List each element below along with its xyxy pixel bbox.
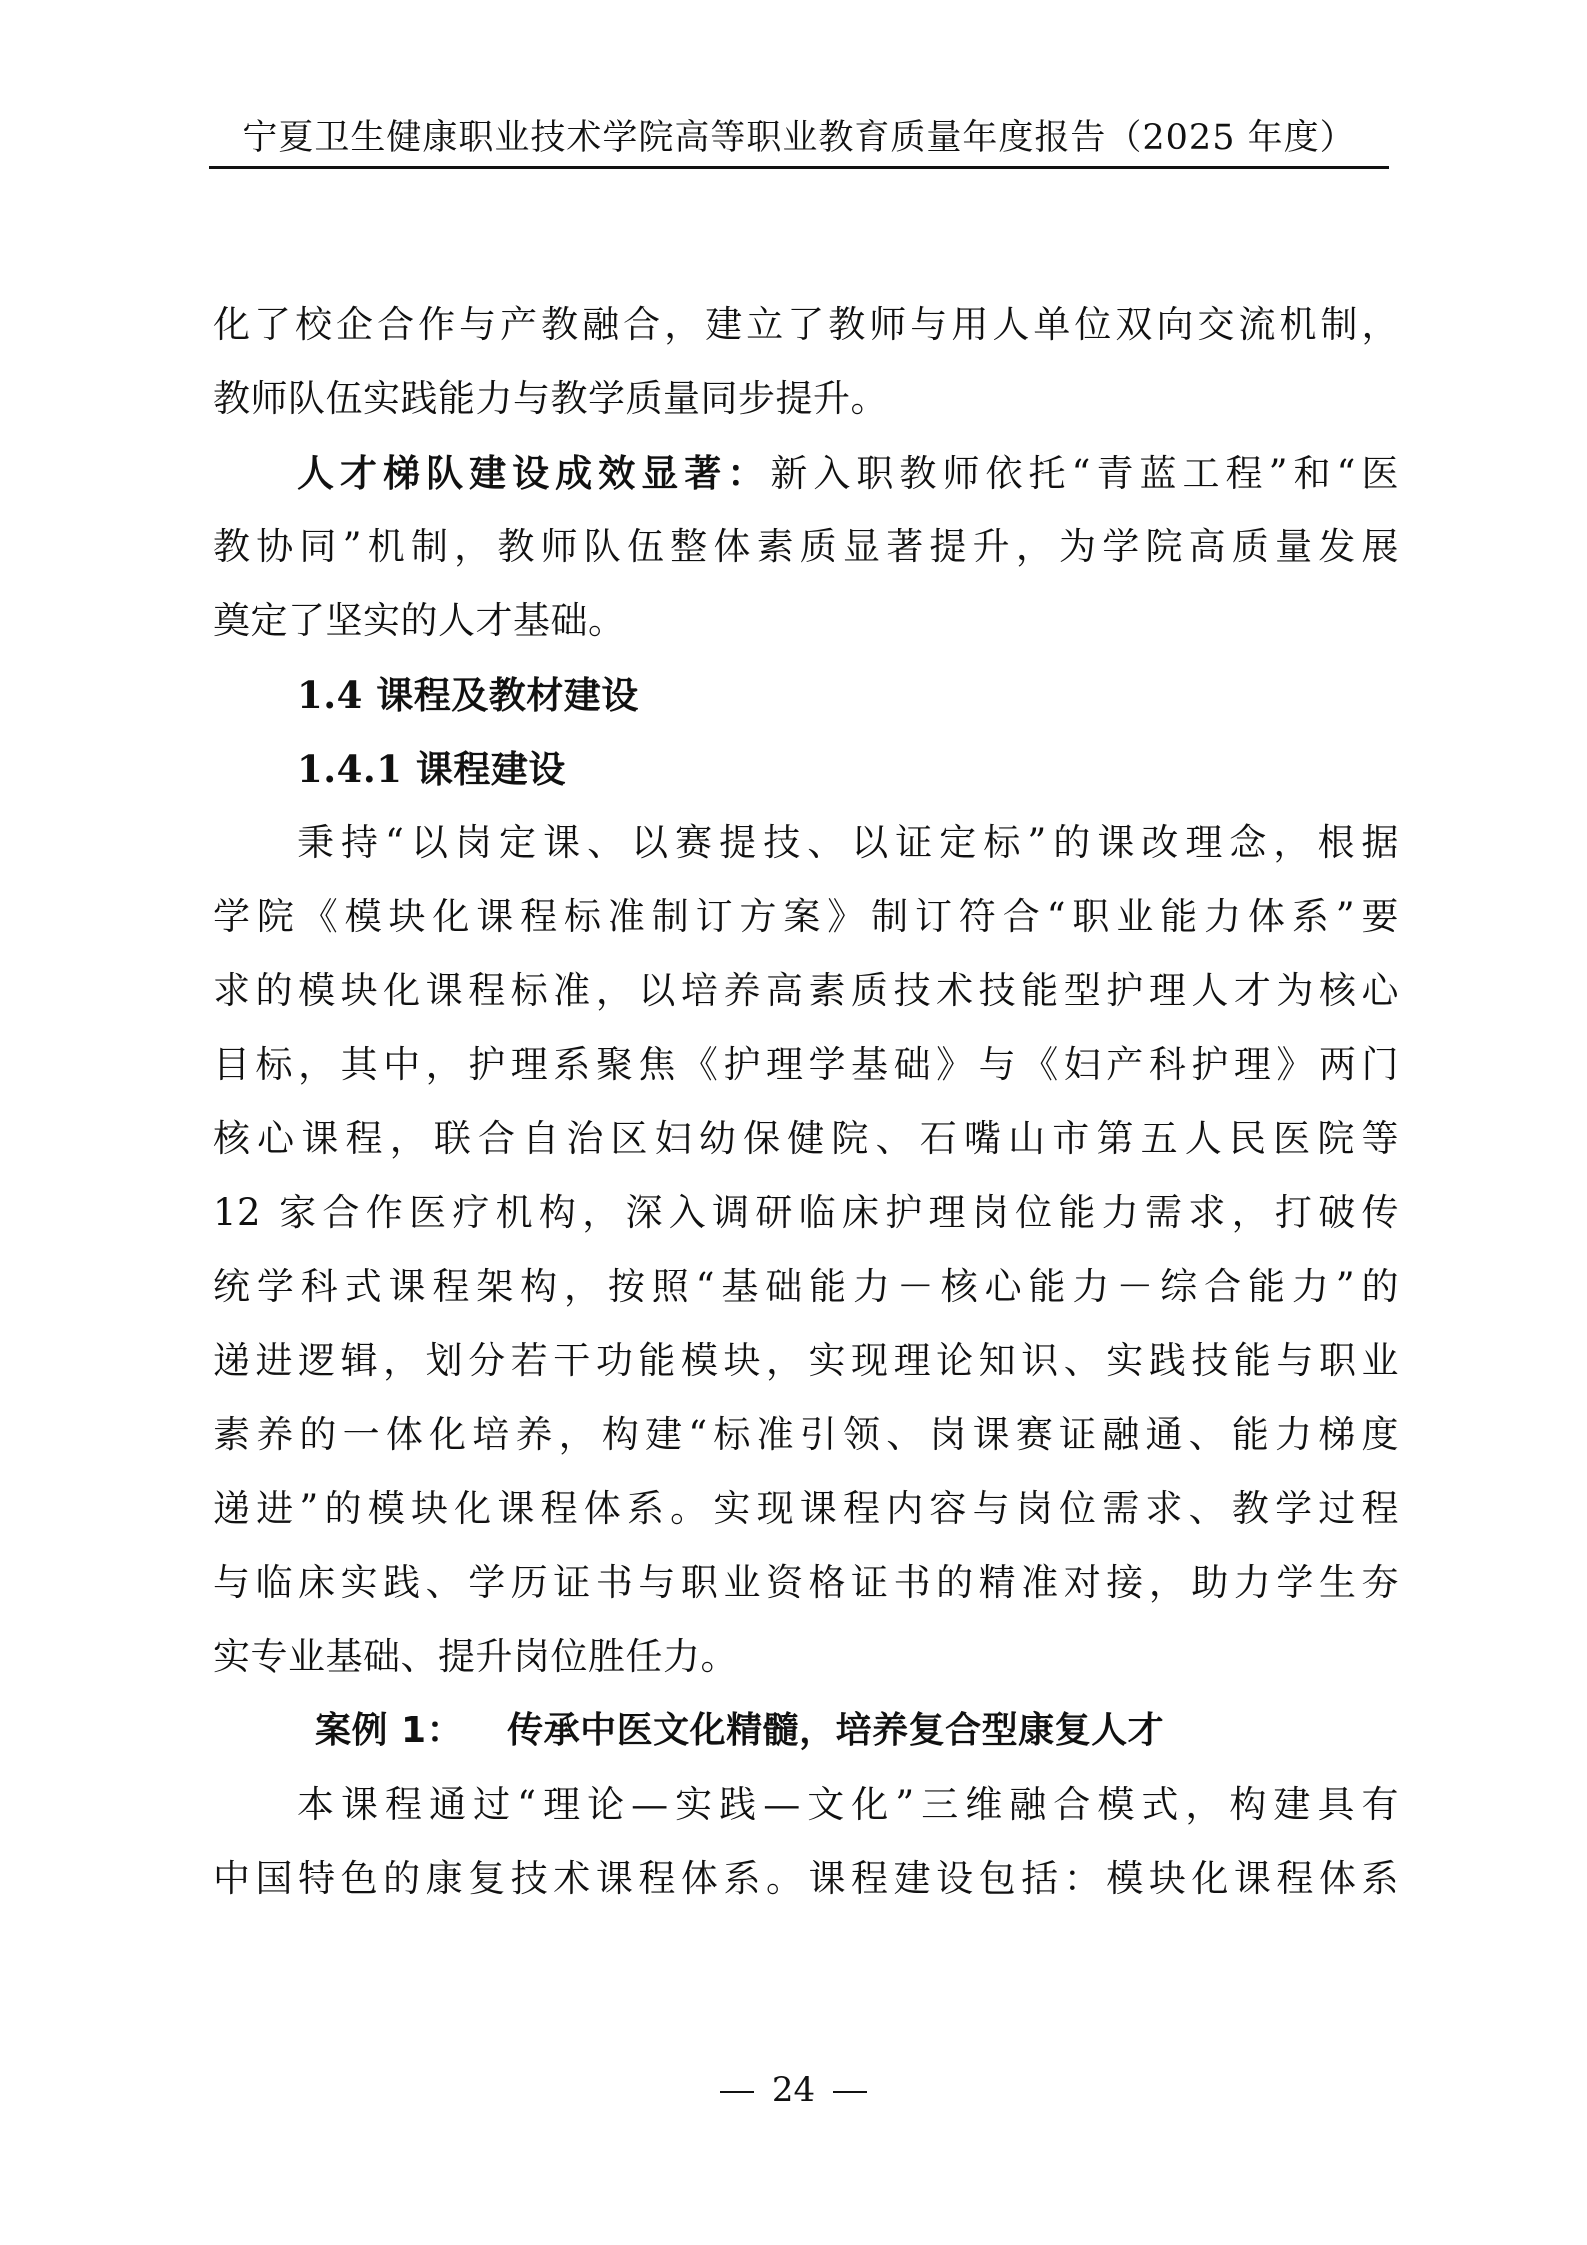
paragraph-line: 学院《模块化课程标准制订方案》制订符合“职业能力体系”要 xyxy=(213,895,1399,938)
case-label: 案例 1： xyxy=(315,1710,464,1751)
case-study-title xyxy=(213,1694,1399,1768)
paragraph-line: 本课程通过“理论—实践—文化”三维融合模式，构建具有 xyxy=(297,1783,1399,1826)
paragraph-line: 统学科式课程架构，按照“基础能力－核心能力－综合能力”的 xyxy=(213,1265,1399,1308)
paragraph-line xyxy=(213,436,1399,510)
paragraph-text: 新入职教师依托“青蓝工程”和“医 xyxy=(770,452,1400,495)
footer-dash-left xyxy=(720,2091,754,2093)
paragraph-line: 求的模块化课程标准，以培养高素质技术技能型护理人才为核心 xyxy=(213,969,1399,1012)
paragraph-line: 化了校企合作与产教融合，建立了教师与用人单位双向交流机制， xyxy=(213,303,1399,346)
page-footer xyxy=(0,2070,1587,2110)
paragraph-line: 实专业基础、提升岗位胜任力。 xyxy=(213,1635,738,1678)
paragraph-line: 奠定了坚实的人才基础。 xyxy=(213,599,626,642)
page-header-title: 宁夏卫生健康职业技术学院高等职业教育质量年度报告（2025 年度） xyxy=(242,118,1356,158)
header-divider xyxy=(209,166,1389,169)
paragraph-line: 目标，其中，护理系聚焦《护理学基础》与《妇产科护理》两门 xyxy=(213,1043,1399,1086)
paragraph-line: 与临床实践、学历证书与职业资格证书的精准对接，助力学生夯 xyxy=(213,1561,1399,1604)
section-heading-1-4-1: 1.4.1 课程建设 xyxy=(297,747,566,791)
paragraph-line: 递进”的模块化课程体系。实现课程内容与岗位需求、教学过程 xyxy=(213,1487,1399,1530)
paragraph-line: 秉持“以岗定课、以赛提技、以证定标”的课改理念，根据 xyxy=(297,821,1399,864)
paragraph-line: 12 家合作医疗机构，深入调研临床护理岗位能力需求，打破传 xyxy=(213,1191,1399,1234)
paragraph-line: 教协同”机制，教师队伍整体素质显著提升，为学院高质量发展 xyxy=(213,525,1399,568)
paragraph-line: 递进逻辑，划分若干功能模块，实现理论知识、实践技能与职业 xyxy=(213,1339,1399,1382)
paragraph-line: 素养的一体化培养，构建“标准引领、岗课赛证融通、能力梯度 xyxy=(213,1413,1399,1456)
paragraph-line: 中国特色的康复技术课程体系。课程建设包括：模块化课程体系 xyxy=(213,1857,1399,1900)
paragraph-line: 核心课程，联合自治区妇幼保健院、石嘴山市第五人民医院等 xyxy=(213,1117,1399,1160)
section-heading-1-4: 1.4 课程及教材建设 xyxy=(297,673,639,717)
case-title-text: 传承中医文化精髓，培养复合型康复人才 xyxy=(507,1710,1165,1751)
paragraph-line: 教师队伍实践能力与教学质量同步提升。 xyxy=(213,377,888,420)
footer-dash-right xyxy=(833,2091,867,2093)
page-number: 24 xyxy=(771,2070,816,2110)
document-body xyxy=(213,288,1399,1916)
paragraph-lead-heading: 人才梯队建设成效显著： xyxy=(297,451,771,495)
